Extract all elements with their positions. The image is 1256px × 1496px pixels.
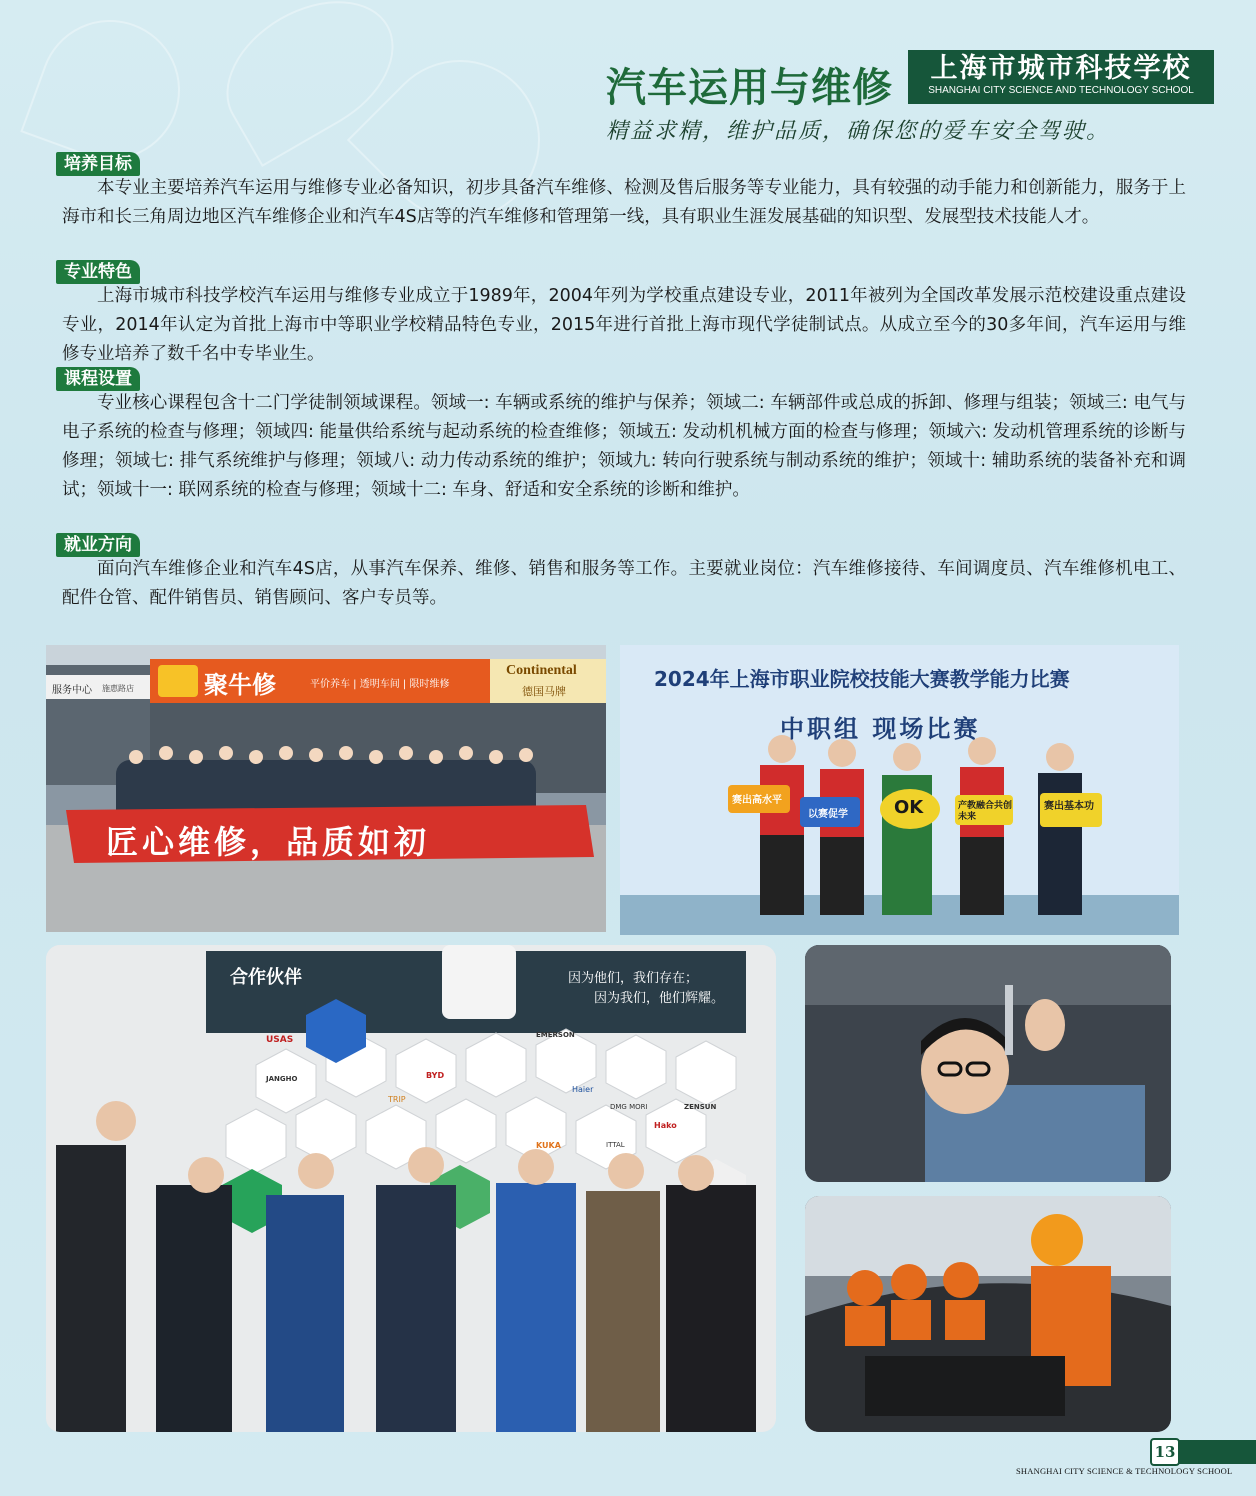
logo-zensun: ZENSUN — [684, 1103, 717, 1111]
shop-brand2-sub: 德国马牌 — [522, 685, 566, 698]
section-text-career: 面向汽车维修企业和汽车4S店，从事汽车保养、维修、销售和服务等工作。主要就业岗位：汽车维修接待、车间调度员、汽车维修机电工、配件仓管、配件销售员、销售顾问、客户专员等。 — [62, 559, 1186, 608]
section-text-courses: 专业核心课程包含十二门学徒制领域课程。领域一: 车辆或系统的维护与保养；领域二: 车辆部件或总成的拆卸、修理与组装；领域三: 电气与电子系统的检查与修理；领域四: 能量供给系统与起动系统的检查维修；领域五: 发动机机械方面的检查与修理；领域六: 发动机管理系统的诊断与修理；领域七: 排气系统维护与修理；领域八: 动力传动系统的维护；领域九: 转向行驶系统与制动系统的维护；领域十: 辅助系统的装备补充和调试；领域十一: 联网系统的检查与修理；领域十二: 车身、舒适和安全系统的诊断和维护。 — [62, 393, 1186, 500]
logo-hako: Hako — [654, 1121, 677, 1130]
logo-jangho: JANGHO — [266, 1075, 298, 1083]
banner-text: 匠心维修，品质如初 — [106, 823, 431, 861]
school-name-en: SHANGHAI CITY SCIENCE AND TECHNOLOGY SCHOOL — [928, 85, 1194, 96]
shop-sign-left: 服务中心 — [52, 685, 92, 696]
photo-group-shop — [46, 645, 606, 932]
logo-byd: BYD — [426, 1071, 445, 1080]
photo-student-undercar — [805, 945, 1171, 1182]
wall-motto-2: 因为我们，他们辉耀。 — [594, 991, 725, 1006]
logo-trip: TRIP — [388, 1095, 406, 1104]
section-text-feature: 上海市城市科技学校汽车运用与维修专业成立于1989年，2004年列为学校重点建设专业，2011年被列为全国改革发展示范校建设重点建设专业，2014年认定为首批上海市中等职业学校精品特色专业，2015年进行首批上海市现代学徒制试点。从成立至今的30多年间，汽车运用与维修专业培养了数千名中专毕业生。 — [62, 286, 1186, 364]
school-name-cn: 上海市城市科技学校 — [930, 53, 1192, 84]
wall-motto-1: 因为他们，我们存在； — [568, 971, 699, 986]
photo-competition — [620, 645, 1179, 935]
shop-brand2: Continental — [506, 663, 577, 678]
sign-3: OK — [894, 797, 924, 818]
slogan: 精益求精，维护品质，确保您的爱车安全驾驶。 — [606, 119, 1111, 144]
section-label-courses: 课程设置 — [56, 367, 140, 391]
photo-student-undercar-drawing — [805, 945, 1171, 1182]
logo-emerson: EMERSON — [536, 1031, 575, 1039]
sign-4: 产教融合共创未来 — [958, 801, 1013, 822]
footer-school-name: SHANGHAI CITY SCIENCE & TECHNOLOGY SCHOOL — [1016, 1466, 1233, 1476]
section-text-goal: 本专业主要培养汽车运用与维修专业必备知识，初步具备汽车维修、检测及售后服务等专业能力，具有较强的动手能力和创新能力，服务于上海市和长三角周边地区汽车维修企业和汽车4S店等的汽车维修和管理第一线，具有职业生涯发展基础的知识型、发展型技术技能人才。 — [62, 178, 1186, 227]
page-number: 13 — [1150, 1438, 1180, 1466]
logo-kuka: KUKA — [536, 1141, 561, 1150]
shop-sign-sub: 施惠路店 — [102, 684, 134, 693]
photo-students-engine — [805, 1196, 1171, 1432]
sign-1: 赛出高水平 — [732, 795, 782, 806]
event-title: 2024年上海市职业院校技能大赛教学能力比赛 — [654, 667, 1070, 691]
wall-title: 合作伙伴 — [230, 967, 302, 988]
photo-partners — [46, 945, 776, 1432]
photo-students-engine-drawing — [805, 1196, 1171, 1432]
shop-tagline: 平价养车 | 透明车间 | 限时维修 — [310, 679, 450, 690]
logo-ittal: ITTAL — [606, 1141, 625, 1149]
section-label-career: 就业方向 — [56, 533, 140, 557]
page-title: 汽车运用与维修 — [606, 65, 893, 111]
sign-2: 以赛促学 — [808, 809, 848, 820]
sign-5: 赛出基本功 — [1044, 801, 1094, 812]
logo-usas: USAS — [266, 1035, 294, 1045]
school-logo-box — [908, 50, 1214, 104]
logo-haier: Haier — [572, 1085, 594, 1094]
event-subtitle: 中职组 现场比赛 — [780, 715, 981, 743]
section-label-feature: 专业特色 — [56, 260, 140, 284]
shop-brand: 聚牛修 — [204, 671, 276, 699]
photo-partners-drawing — [46, 945, 776, 1432]
section-label-goal: 培养目标 — [56, 152, 140, 176]
logo-dmg: DMG MORI — [610, 1103, 648, 1111]
